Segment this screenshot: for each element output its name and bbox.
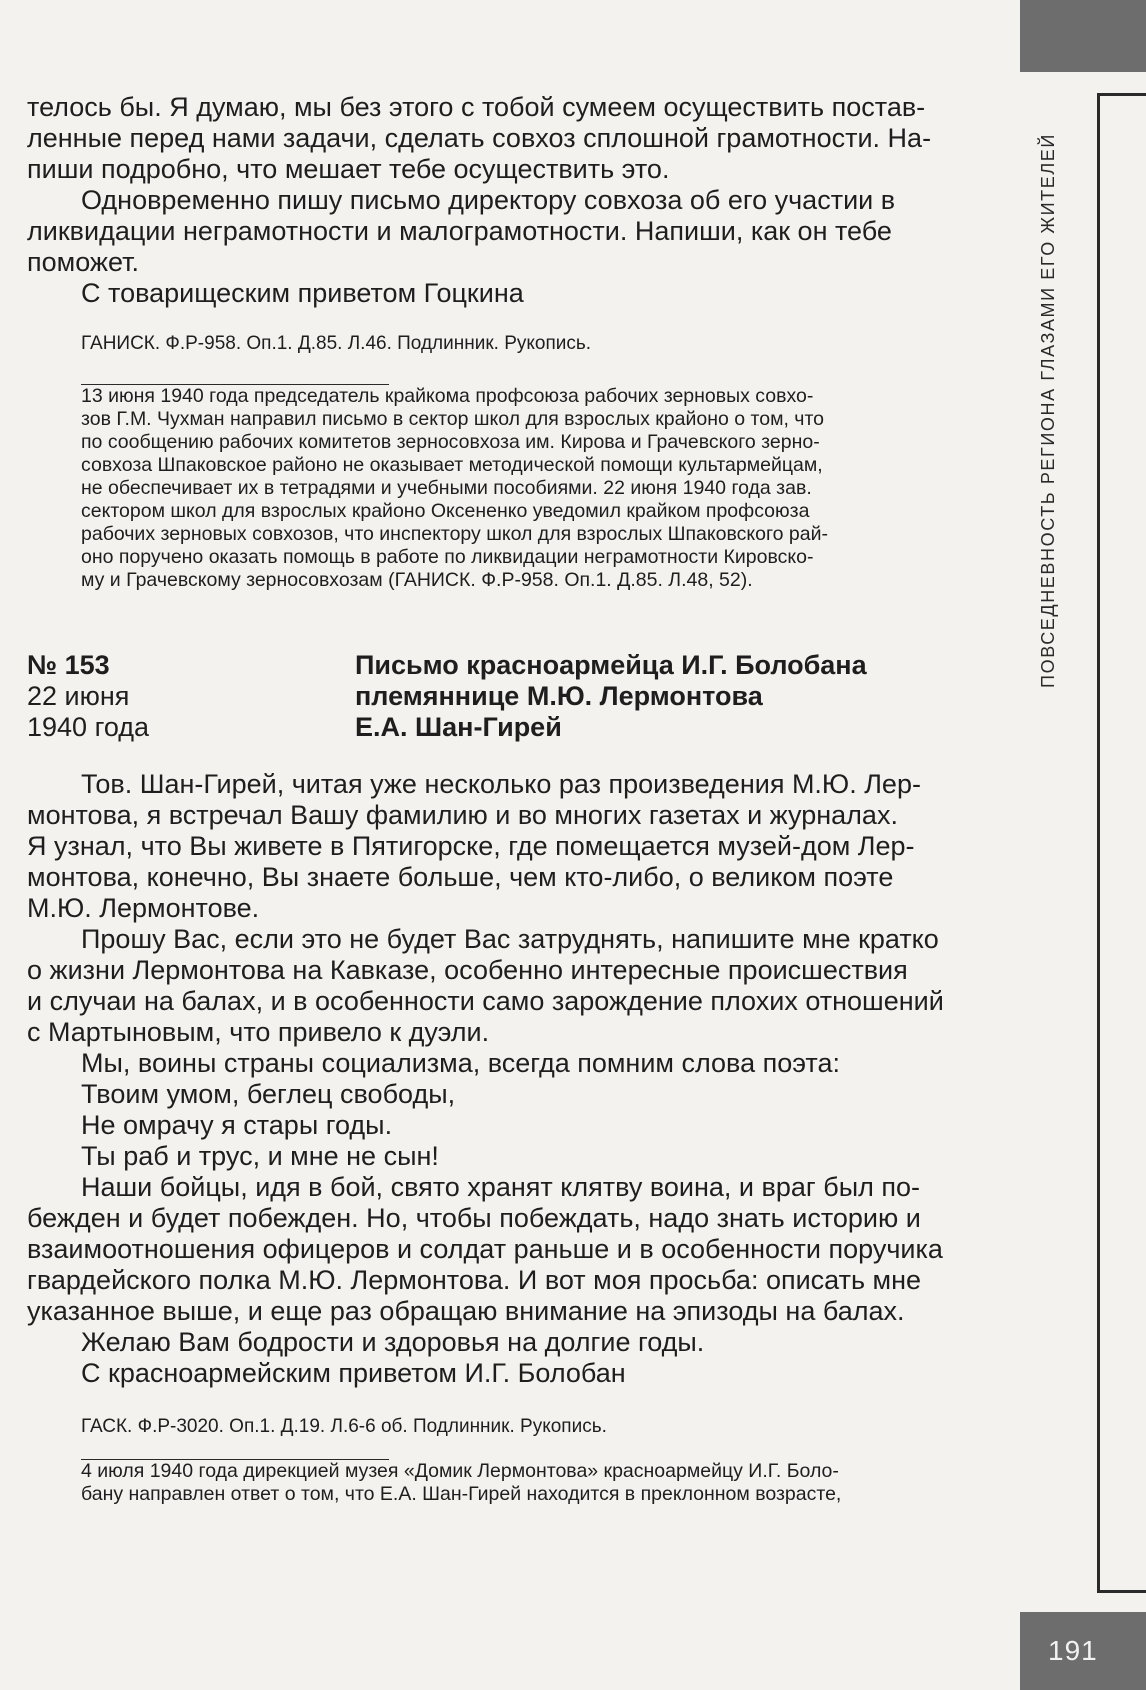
doc-153-meta xyxy=(27,650,355,743)
doc-153-wish: Желаю Вам бодрости и здоровья на долгие годы. xyxy=(81,1327,705,1357)
prev-doc-signature: С товарищеским приветом Гоцкина xyxy=(81,278,524,308)
prev-doc-paragraph-1 xyxy=(27,92,1017,185)
footnote-line: не обеспечивает их в тетрадями и учебными пособиями. 22 июня 1940 года зав. xyxy=(81,477,812,499)
doc-153-paragraph-1 xyxy=(27,769,1017,924)
page-number: 191 xyxy=(1020,1612,1146,1690)
text-line: поможет. xyxy=(27,247,139,277)
side-frame xyxy=(1097,93,1146,1593)
doc-153-paragraph-2 xyxy=(27,924,1017,1048)
footnote-line: 13 июня 1940 года председатель крайкома профсоюза рабочих зерновых совхо- xyxy=(81,385,814,407)
footnote-line: 4 июля 1940 года дирекцией музея «Домик Лермонтова» красноармейцу И.Г. Боло- xyxy=(81,1460,839,1482)
prev-doc-source: ГАНИСК. Ф.Р-958. Оп.1. Д.85. Л.46. Подлинник. Рукопись. xyxy=(81,333,592,354)
text-line: Тов. Шан-Гирей, читая уже несколько раз произведения М.Ю. Лер- xyxy=(81,769,921,799)
footnote-line: по сообщению рабочих комитетов зерносовхоза им. Кирова и Грачевского зерно- xyxy=(81,431,820,453)
corner-tab-top xyxy=(1020,0,1146,72)
footnote-line: бану направлен ответ о том, что Е.А. Шан-Гирей находится в преклонном возрасте, xyxy=(81,1483,842,1505)
doc-date-year: 1940 года xyxy=(27,712,150,742)
doc-153-paragraph-4 xyxy=(27,1172,1017,1327)
text-line: с Мартыновым, что привело к дуэли. xyxy=(27,1017,490,1047)
text-line: монтова, я встречал Вашу фамилию и во многих газетах и журналах. xyxy=(27,800,898,830)
doc-153-verse xyxy=(27,1079,1017,1172)
footnote-line: рабочих зерновых совхозов, что инспектору школ для взрослых Шпаковского рай- xyxy=(81,523,829,545)
doc-title-line: племяннице М.Ю. Лермонтова xyxy=(355,681,763,711)
text-line: пиши подробно, что мешает тебе осуществить это. xyxy=(27,154,670,184)
text-line: монтова, конечно, Вы знаете больше, чем кто-либо, о великом поэте xyxy=(27,862,894,892)
text-line: взаимоотношения офицеров и солдат раньше и в особенности поручика xyxy=(27,1234,943,1264)
text-line: Я узнал, что Вы живете в Пятигорске, где помещается музей-дом Лер- xyxy=(27,831,915,861)
footnote-line: му и Грачевскому зерносовхозам (ГАНИСК. Ф.Р-958. Оп.1. Д.85. Л.48, 52). xyxy=(81,569,753,591)
prev-doc-paragraph-2 xyxy=(27,185,1017,278)
text-line: телось бы. Я думаю, мы без этого с тобой сумеем осуществить постав- xyxy=(27,92,926,122)
doc-title-line: Письмо красноармейца И.Г. Болобана xyxy=(355,650,867,680)
doc-153-footnote xyxy=(27,1460,1017,1506)
verse-line: Ты раб и трус, и мне не сын! xyxy=(81,1141,439,1171)
text-line: Наши бойцы, идя в бой, свято хранят клятву воина, и враг был по- xyxy=(81,1172,920,1202)
doc-153-signature: С красноармейским приветом И.Г. Болобан xyxy=(81,1358,626,1388)
doc-153-title xyxy=(355,650,867,743)
text-line: Прошу Вас, если это не будет Вас затруднять, напишите мне кратко xyxy=(81,924,939,954)
doc-number: № 153 xyxy=(27,650,110,680)
text-line: указанное выше, и еще раз обращаю внимание на эпизоды на балах. xyxy=(27,1296,905,1326)
page-content xyxy=(27,92,1017,1506)
text-line: гвардейского полка М.Ю. Лермонтова. И вот моя просьба: описать мне xyxy=(27,1265,922,1295)
doc-date-day: 22 июня xyxy=(27,681,130,711)
footnote-line: сектором школ для взрослых крайоно Оксененко уведомил крайком профсоюза xyxy=(81,500,810,522)
running-head-text: ПОВСЕДНЕВНОСТЬ РЕГИОНА ГЛАЗАМИ ЕГО ЖИТЕЛЕЙ xyxy=(1037,132,1058,688)
text-line: Одновременно пишу письмо директору совхоза об его участии в xyxy=(81,185,896,215)
text-line: о жизни Лермонтова на Кавказе, особенно интересные происшествия xyxy=(27,955,908,985)
doc-153-paragraph-3: Мы, воины страны социализма, всегда помним слова поэта: xyxy=(81,1048,841,1078)
doc-title-line: Е.А. Шан-Гирей xyxy=(355,712,562,742)
verse-line: Не омрачу я стары годы. xyxy=(81,1110,393,1140)
text-line: ликвидации неграмотности и малограмотности. Напиши, как он тебе xyxy=(27,216,892,246)
text-line: ленные перед нами задачи, сделать совхоз сплошной грамотности. На- xyxy=(27,123,932,153)
doc-153-header xyxy=(27,650,1017,743)
text-line: и случаи на балах, и в особенности само зарождение плохих отношений xyxy=(27,986,944,1016)
footnote-line: оно поручено оказать помощь в работе по ликвидации неграмотности Кировско- xyxy=(81,546,814,568)
footnote-line: совхоза Шпаковское районо не оказывает методической помощи культармейцам, xyxy=(81,454,823,476)
prev-doc-footnote xyxy=(27,385,1017,592)
text-line: бежден и будет побежден. Но, чтобы побеждать, надо знать историю и xyxy=(27,1203,921,1233)
running-head xyxy=(1028,90,1068,730)
text-line: М.Ю. Лермонтове. xyxy=(27,893,260,923)
footnote-line: зов Г.М. Чухман направил письмо в сектор школ для взрослых крайоно о том, что xyxy=(81,408,825,430)
doc-153-source: ГАСК. Ф.Р-3020. Оп.1. Д.19. Л.6-6 об. Подлинник. Рукопись. xyxy=(81,1416,607,1437)
verse-line: Твоим умом, беглец свободы, xyxy=(81,1079,456,1109)
